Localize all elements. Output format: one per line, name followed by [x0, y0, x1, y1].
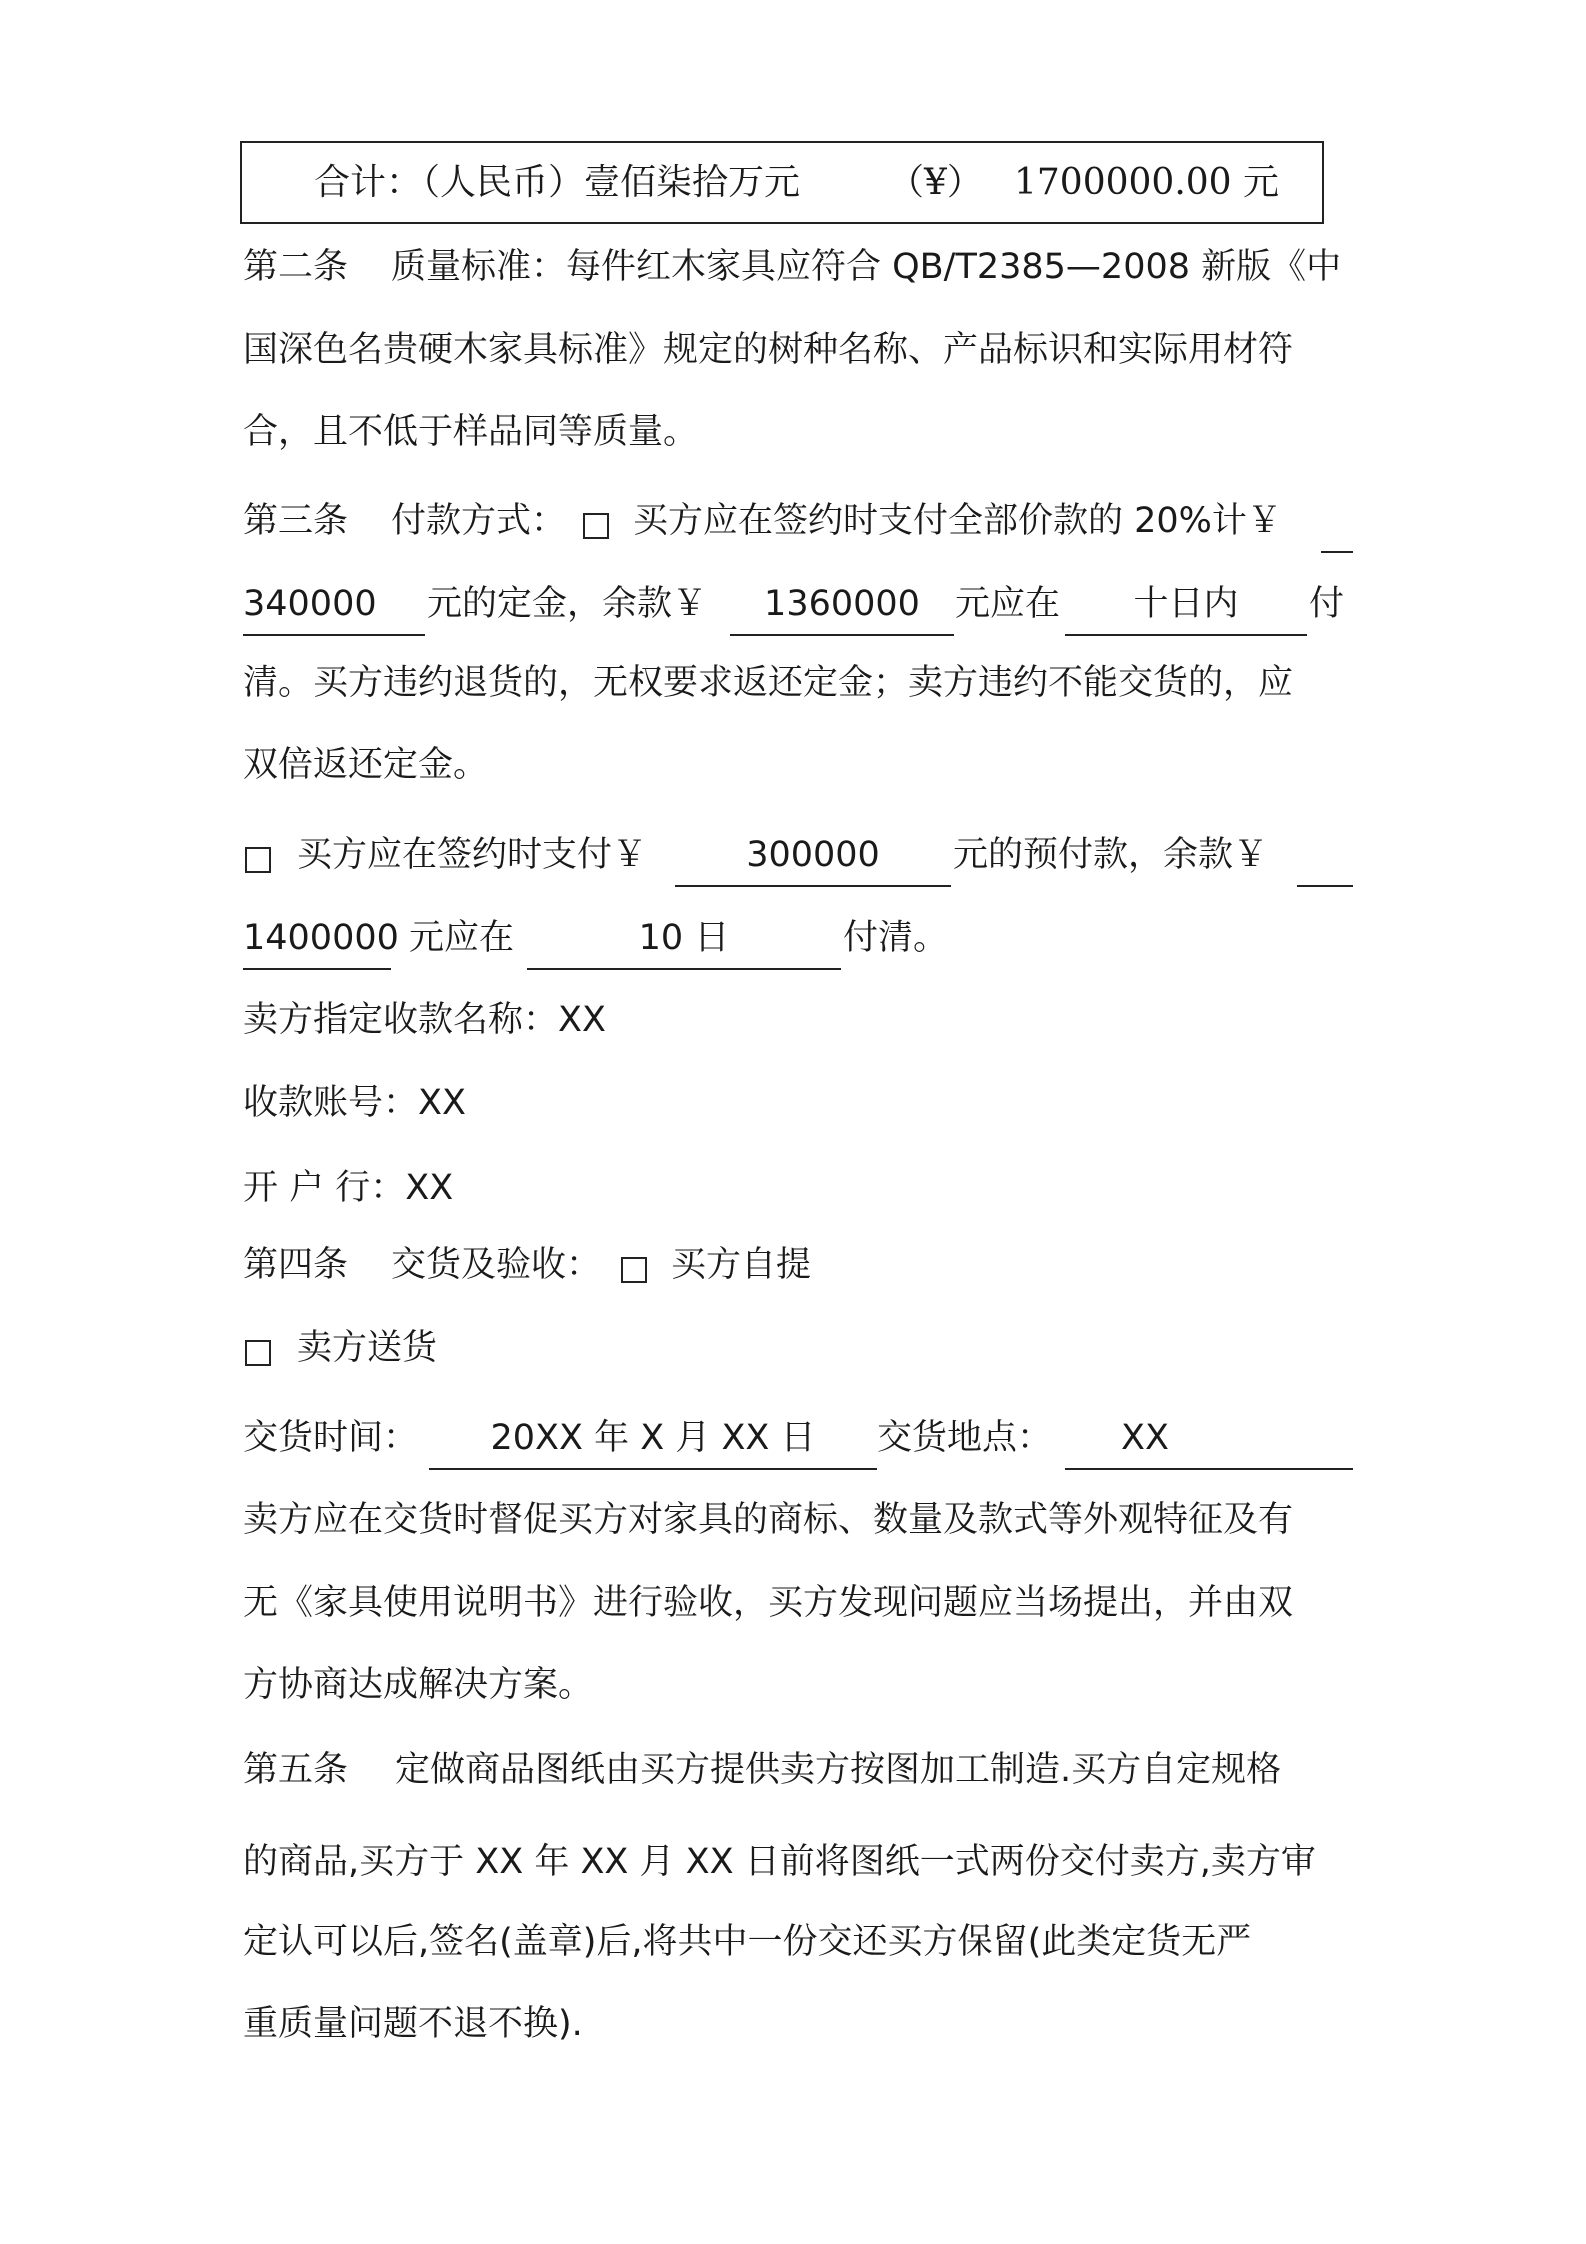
balance2-suffix: 元应在: [409, 918, 515, 958]
self-pickup-checkbox[interactable]: [621, 1245, 647, 1293]
art4-line-4: 卖方应在交货时督促买方对家具的商标、数量及款式等外观特征及有: [243, 1500, 1294, 1540]
art3-label: 付款方式：: [391, 501, 567, 541]
total-label: 合计：（人民币）壹佰柒拾万元: [314, 162, 801, 203]
art4-title: 第四条: [243, 1245, 349, 1285]
bank-line: 开 户 行：XX: [243, 1168, 454, 1208]
balance2-blank-start: [1297, 831, 1353, 887]
art4-line-6: 方协商达成解决方案。: [243, 1665, 594, 1705]
prepay-checkbox[interactable]: [245, 835, 271, 883]
art2-title: 第二条: [243, 247, 349, 287]
art2-line-3: 合，且不低于样品同等质量。: [243, 412, 699, 452]
deadline2-field: 10 日: [527, 914, 841, 970]
art3-line-4: 双倍返还定金。: [243, 745, 489, 785]
total-currency: （¥）: [888, 162, 983, 203]
pay-tail: 付: [1309, 584, 1345, 624]
art5-title: 第五条: [243, 1750, 349, 1790]
art5-line-2: 的商品,买方于 XX 年 XX 月 XX 日前将图纸一式两份交付卖方,卖方审: [243, 1842, 1316, 1882]
seller-delivery-checkbox[interactable]: [245, 1328, 271, 1376]
prepay-suffix: 元的预付款，余款￥: [953, 835, 1269, 875]
art4-line-5: 无《家具使用说明书》进行验收，买方发现问题应当场提出，并由双: [243, 1583, 1294, 1623]
delivery-place-label: 交货地点：: [877, 1418, 1053, 1458]
delivery-time-field: 20XX 年 X 月 XX 日: [429, 1414, 877, 1470]
deadline-field: 十日内: [1065, 580, 1307, 636]
art2-line-2: 国深色名贵硬木家具标准》规定的树种名称、产品标识和实际用材符: [243, 330, 1294, 370]
settle-text: 付清。: [843, 918, 949, 958]
deposit-field: 340000: [243, 580, 425, 636]
balance-field: 1360000: [730, 580, 954, 636]
payee-line: 卖方指定收款名称：XX: [243, 1000, 606, 1040]
art5-line-4: 重质量问题不退不换).: [243, 2004, 583, 2044]
art3-opt2-text: 买方应在签约时支付￥: [297, 835, 648, 875]
total-amount: 1700000.00 元: [1014, 162, 1280, 203]
art3-opt1-text: 买方应在签约时支付全部价款的 20%计￥: [633, 501, 1282, 541]
self-pickup-label: 买方自提: [671, 1245, 812, 1285]
deposit-suffix: 元的定金，余款￥: [427, 584, 708, 624]
art3-line-3: 清。买方违约退货的，无权要求返还定金；卖方违约不能交货的，应: [243, 663, 1294, 703]
full-payment-checkbox[interactable]: [583, 501, 609, 549]
balance-suffix: 元应在: [955, 584, 1061, 624]
total-box: [240, 141, 1324, 224]
art3-title: 第三条: [243, 501, 349, 541]
account-line: 收款账号：XX: [243, 1083, 466, 1123]
art5-text-1: 定做商品图纸由买方提供卖方按图加工制造.买方自定规格: [395, 1750, 1282, 1790]
art4-label: 交货及验收：: [391, 1245, 602, 1285]
art2-text-1: 质量标准：每件红木家具应符合 QB/T2385—2008 新版《中: [391, 247, 1342, 287]
balance2-field: 1400000: [243, 914, 391, 970]
prepay-field: 300000: [675, 831, 951, 887]
delivery-time-label: 交货时间：: [243, 1418, 419, 1458]
art5-line-3: 定认可以后,签名(盖章)后,将共中一份交还买方保留(此类定货无严: [243, 1922, 1252, 1962]
deposit-blank-start: [1321, 497, 1353, 553]
delivery-place-field: XX: [1065, 1414, 1353, 1470]
seller-delivery-label: 卖方送货: [297, 1328, 438, 1368]
